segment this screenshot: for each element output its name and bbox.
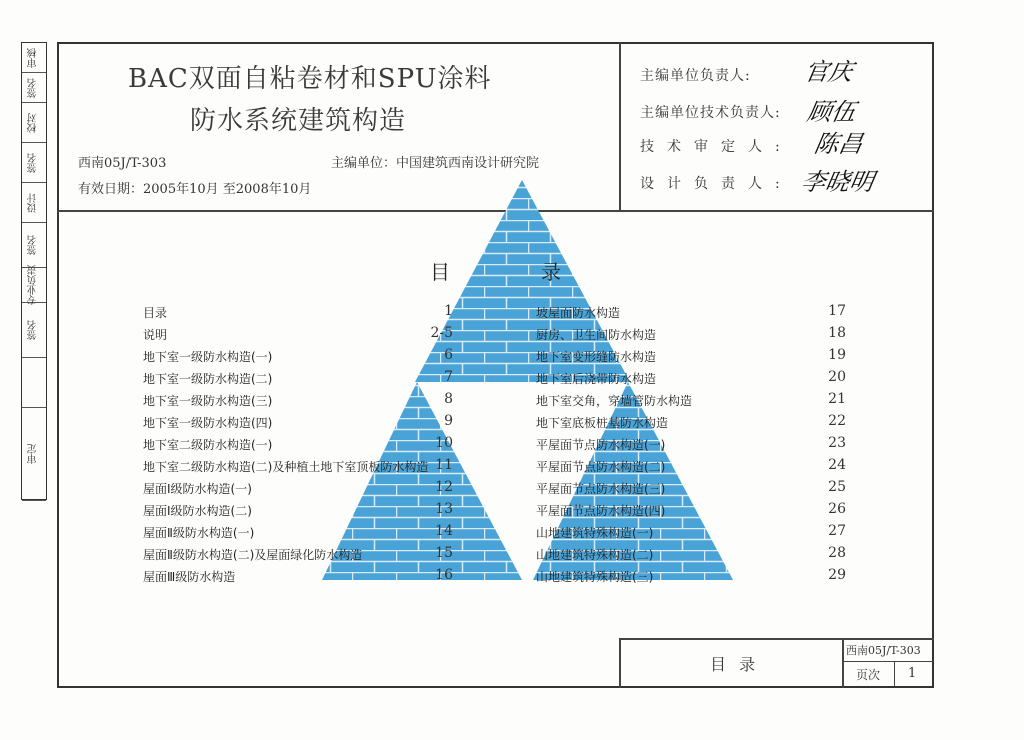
toc-entry-title: 屋面Ⅱ级防水构造(二)及屋面绿化防水构造 (143, 548, 363, 562)
toc-entry-title: 地下室变形缝防水构造 (536, 350, 657, 364)
margin-strip-label: 设计 (28, 192, 39, 213)
toc-entry-title: 说明 (143, 328, 168, 342)
toc-entry-page: 14 (435, 523, 453, 539)
toc-entry-page: 21 (828, 391, 846, 407)
toc-entry-page: 7 (444, 369, 453, 385)
resp-label-chief: 主编单位负责人: (640, 68, 751, 84)
toc-entry-page: 24 (828, 457, 846, 473)
toc-entry-title: 屋面Ⅰ级防水构造(二) (143, 504, 252, 518)
toc-entry-page: 22 (828, 413, 846, 429)
margin-strip-label: 签名 (28, 320, 39, 340)
toc-entry-title: 地下室一级防水构造(四) (143, 416, 273, 430)
titleblock-page-divider (894, 661, 895, 688)
titleblock-left (619, 638, 621, 688)
resp-label-design: 设计负责人: (640, 176, 793, 192)
toc-entry-title: 屋面Ⅰ级防水构造(一) (143, 482, 252, 496)
margin-strip-label: 签名 (28, 77, 39, 98)
toc-entry-page: 6 (444, 347, 453, 363)
toc-entry-title: 平屋面节点防水构造(三) (536, 482, 666, 496)
toc-entry-page: 23 (828, 435, 846, 451)
toc-entry-title: 坡屋面防水构造 (536, 306, 621, 320)
titleblock-name: 目 录 (710, 655, 760, 674)
toc-entry-title: 屋面Ⅲ级防水构造 (143, 570, 236, 584)
toc-entry-page: 17 (828, 303, 846, 319)
toc-entry-page: 15 (435, 545, 453, 561)
margin-strip-label: 校对 (28, 112, 39, 133)
toc-entry-title: 地下室一级防水构造(二) (143, 372, 273, 386)
toc-entry-page: 10 (435, 435, 453, 451)
margin-strip-label: 签名 (28, 235, 39, 255)
toc-entry-page: 8 (444, 391, 453, 407)
signature-chief: 官庆 (802, 58, 856, 86)
toc-entry-title: 平屋面节点防水构造(一) (536, 438, 666, 452)
margin-strip-label: 审核 (28, 47, 39, 68)
toc-entry-title: 山地建筑特殊构造(一) (536, 526, 654, 540)
toc-entry-page: 20 (828, 369, 846, 385)
toc-entry-title: 山地建筑特殊构造(二) (536, 548, 654, 562)
titleblock-page-label: 页次 (856, 668, 881, 682)
toc-entry-title: 平屋面节点防水构造(二) (536, 460, 666, 474)
toc-entry-title: 地下室后浇带防水构造 (536, 372, 657, 386)
toc-entry-page: 26 (828, 501, 846, 517)
toc-entry-title: 地下室底板桩基防水构造 (536, 416, 669, 430)
signature-review: 陈昌 (812, 130, 866, 158)
toc-entry-page: 28 (828, 545, 846, 561)
toc-entry-page: 16 (435, 567, 453, 583)
toc-heading-1: 目 (430, 260, 450, 284)
atlas-code: 西南05J/T-303 (78, 156, 167, 171)
toc-entry-page: 18 (828, 325, 846, 341)
toc-entry-title: 厨房、卫生间防水构造 (536, 328, 657, 342)
toc-entry-title: 屋面Ⅱ级防水构造(一) (143, 526, 255, 540)
titleblock-page-number: 1 (908, 666, 917, 681)
toc-entry-title: 地下室二级防水构造(一) (143, 438, 273, 452)
titleblock-code: 西南05J/T-303 (846, 644, 921, 657)
toc-entry-title: 地下室一级防水构造(三) (143, 394, 273, 408)
margin-strip-label: 专业负责 (28, 265, 39, 305)
toc-heading-2: 录 (541, 260, 561, 284)
margin-strip-label: 签名 (28, 152, 39, 173)
toc-entry-page: 13 (435, 501, 453, 517)
resp-label-review: 技术审定人: (640, 139, 793, 155)
atlas-title-line2: 防水系统建筑构造 (190, 106, 407, 136)
toc-entry-page: 2-5 (430, 325, 453, 341)
editor-unit: 主编单位：中国建筑西南设计研究院 (331, 156, 540, 171)
atlas-title-line1: BAC双面自粘卷材和SPU涂料 (128, 64, 492, 94)
toc-entry-page: 27 (828, 523, 846, 539)
toc-entry-title: 地下室一级防水构造(一) (143, 350, 273, 364)
titleblock-divider-h (842, 661, 934, 662)
toc-entry-page: 11 (435, 457, 453, 473)
resp-label-tech: 主编单位技术负责人: (640, 105, 781, 121)
titleblock-top (619, 638, 934, 640)
toc-entry-page: 25 (828, 479, 846, 495)
toc-entry-page: 19 (828, 347, 846, 363)
toc-entry-title: 平屋面节点防水构造(四) (536, 504, 666, 518)
signature-design: 李晓明 (799, 168, 877, 196)
margin-strip-label: 审定 (28, 444, 39, 464)
titleblock-divider-v (842, 638, 844, 688)
signature-tech: 顾伍 (805, 98, 859, 126)
toc-entry-title: 目录 (143, 306, 168, 320)
toc-entry-title: 地下室二级防水构造(二)及种植土地下室顶板防水构造 (143, 460, 429, 474)
toc-entry-title: 山地建筑特殊构造(三) (536, 570, 654, 584)
toc-entry-page: 12 (435, 479, 453, 495)
toc-entry-page: 29 (828, 567, 846, 583)
toc-entry-title: 地下室交角，穿墙管防水构造 (536, 394, 693, 408)
toc-entry-page: 1 (444, 303, 453, 319)
toc-entry-page: 9 (444, 413, 453, 429)
valid-period: 有效日期：2005年10月 至2008年10月 (78, 182, 312, 197)
